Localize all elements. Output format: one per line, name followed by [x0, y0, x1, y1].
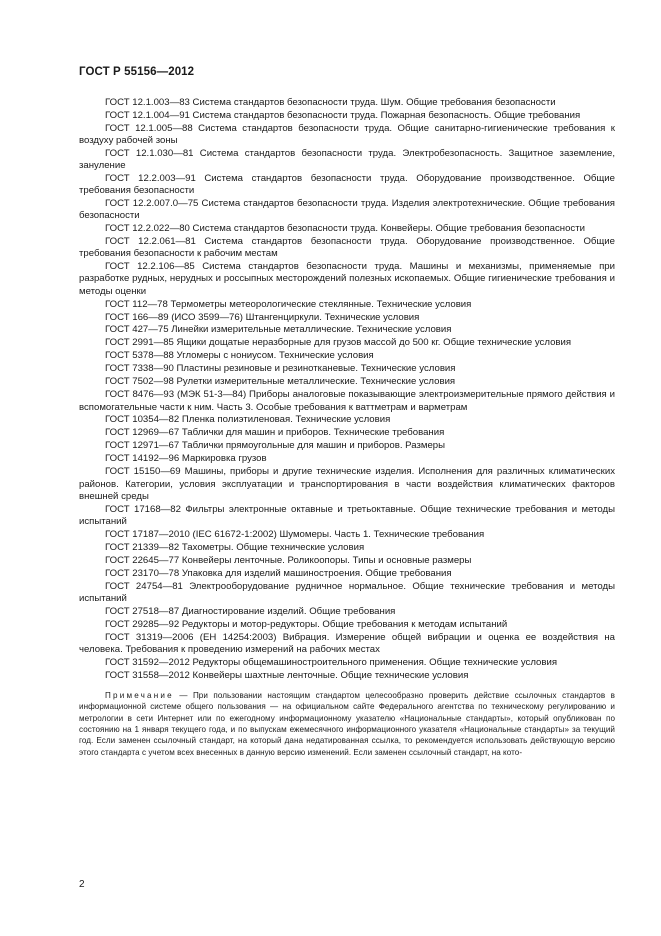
reference-item: ГОСТ 22645—77 Конвейеры ленточные. Роликоопоры. Типы и основные размеры — [105, 554, 472, 566]
reference-item: ГОСТ 10354—82 Пленка полиэтиленовая. Технические условия — [105, 414, 391, 426]
reference-item: ГОСТ 12.2.007.0—75 Система стандартов безопасности труда. Изделия электротехнические. Общие требования безопасности — [79, 198, 615, 222]
reference-item: ГОСТ 8476—93 (МЭК 51-3—84) Приборы аналоговые показывающие электроизмерительные прямого действия и вспомогательные части к ним. Часть 3. Особые требования к ваттметрам и варметрам — [79, 389, 615, 413]
reference-item: ГОСТ 27518—87 Диагностирование изделий. Общие требования — [105, 605, 396, 617]
reference-item: ГОСТ 21339—82 Тахометры. Общие технические условия — [105, 541, 365, 553]
reference-item: ГОСТ 112—78 Термометры метеорологические стеклянные. Технические условия — [105, 298, 472, 310]
reference-item: ГОСТ 12.1.030—81 Система стандартов безопасности труда. Электробезопасность. Защитное заземление, зануление — [79, 148, 615, 172]
reference-item: ГОСТ 12.2.106—85 Система стандартов безопасности труда. Машины и механизмы, применяемые при разработке рудных, нерудных и россыпных месторождений полезных ископаемых. Общие гигиенические требования и методы оценки — [79, 261, 615, 297]
note-label: Примечание — [105, 690, 174, 700]
reference-item: ГОСТ 7502—98 Рулетки измерительные металлические. Технические условия — [105, 376, 456, 388]
reference-item: ГОСТ 12969—67 Таблички для машин и приборов. Технические требования — [105, 427, 445, 439]
reference-item: ГОСТ 12.2.061—81 Система стандартов безопасности труда. Оборудование производственное. Общие требования безопасности к рабочим местам — [79, 236, 615, 260]
reference-item: ГОСТ 12.2.022—80 Система стандартов безопасности труда. Конвейеры. Общие требования безопасности — [105, 223, 585, 235]
reference-item: ГОСТ 14192—96 Маркировка грузов — [105, 453, 267, 465]
reference-item: ГОСТ 12.1.003—83 Система стандартов безопасности труда. Шум. Общие требования безопасности — [105, 97, 556, 108]
reference-item: ГОСТ 427—75 Линейки измерительные металлические. Технические условия — [105, 324, 452, 336]
reference-item: ГОСТ 31592—2012 Редукторы общемашиностроительного применения. Общие технические условия — [105, 656, 558, 668]
reference-item: ГОСТ 17168—82 Фильтры электронные октавные и третьоктавные. Общие технические требования и методы испытаний — [79, 503, 615, 527]
reference-item: ГОСТ 7338—90 Пластины резиновые и резинотканевые. Технические условия — [105, 363, 456, 375]
reference-item: ГОСТ 166—89 (ИСО 3599—76) Штангенциркули. Технические условия — [105, 311, 420, 323]
reference-item: ГОСТ 12971—67 Таблички прямоугольные для машин и приборов. Размеры — [105, 440, 446, 452]
reference-item: ГОСТ 23170—78 Упаковка для изделий машиностроения. Общие требования — [105, 567, 452, 579]
reference-item: ГОСТ 12.1.005—88 Система стандартов безопасности труда. Общие санитарно-гигиенические требования к воздуху рабочей зоны — [79, 122, 615, 147]
reference-item: ГОСТ 12.2.003—91 Система стандартов безопасности труда. Оборудование производственное. Общие требования безопасности — [79, 173, 615, 197]
reference-item: ГОСТ 17187—2010 (IEC 61672-1:2002) Шумомеры. Часть 1. Технические требования — [105, 528, 485, 540]
reference-item: ГОСТ 5378—88 Угломеры с нониусом. Технические условия — [105, 350, 374, 362]
reference-list — [79, 97, 615, 682]
reference-item: ГОСТ 31319—2006 (ЕН 14254:2003) Вибрация. Измерение общей вибрации и оценка ее воздействия на человека. Требования к проведению измерений на рабочих местах — [79, 631, 615, 655]
normative-references-section — [79, 97, 615, 766]
standard-header: ГОСТ Р 55156—2012 — [79, 66, 195, 78]
page-number: 2 — [79, 879, 85, 890]
reference-item: ГОСТ 12.1.004—91 Система стандартов безопасности труда. Пожарная безопасность. Общие требования — [105, 109, 581, 121]
reference-item: ГОСТ 24754—81 Электрооборудование рудничное нормальное. Общие технические требования и методы испытаний — [79, 580, 615, 604]
reference-item: ГОСТ 2991—85 Ящики дощатые неразборные для грузов массой до 500 кг. Общие технические условия — [105, 337, 572, 349]
note-paragraph — [79, 690, 615, 758]
note-text: — При пользовании настоящим стандартом целесообразно проверить действие ссылочных стандартов в информационной системе общего пользования — на официальном сайте Федерального агентства по техническому регулированию и метрологии в сети Интернет или по ежегодному информационному указателю «Национальные стандарты», который опубликован по состоянию на 1 января текущего года, и по выпускам ежемесячного информационного указателя «Национальные стандарты» за текущий год. Если заменен ссылочный стандарт, на который дана недатированная ссылка, то рекомендуется использовать действующую версию этого стандарта с учетом всех внесенных в данную версию изменений. Если заменен ссылочный стандарт, на кото- — [79, 690, 615, 757]
reference-item: ГОСТ 15150—69 Машины, приборы и другие технические изделия. Исполнения для различных климатических районов. Категории, условия эксплуатации и транспортирования в части воздействия климатических факторов внешней среды — [79, 466, 615, 502]
reference-item: ГОСТ 29285—92 Редукторы и мотор-редукторы. Общие требования к методам испытаний — [105, 618, 508, 630]
reference-item: ГОСТ 31558—2012 Конвейеры шахтные ленточные. Общие технические условия — [105, 669, 469, 681]
